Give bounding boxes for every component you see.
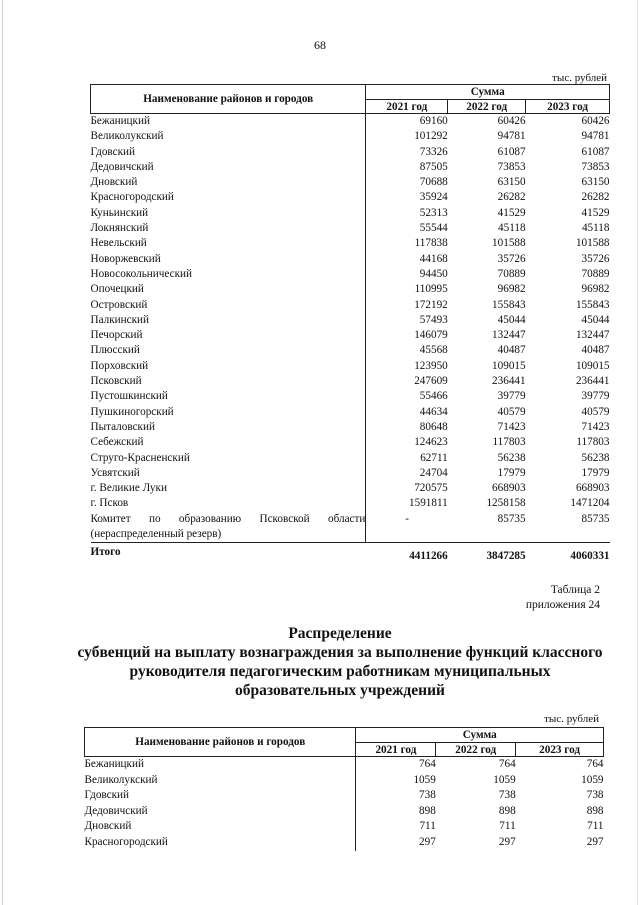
table-1-body: [91, 114, 610, 565]
district-name: Бежаницкий: [84, 758, 144, 770]
value-2023: 96982: [581, 283, 610, 296]
district-name: Гдовский: [90, 145, 136, 158]
value-2023: 61087: [581, 145, 610, 158]
table-row: [91, 313, 610, 328]
district-name: Псковский: [90, 375, 142, 388]
value-2021: 247609: [366, 374, 448, 389]
table-row: [91, 267, 610, 282]
value-2022: 94781: [497, 130, 526, 143]
column-header-2021: 2021 год: [366, 100, 448, 114]
district-name: Дновский: [84, 820, 132, 833]
value-2022: 45044: [497, 313, 526, 326]
district-name: Пыталовский: [90, 420, 155, 433]
value-2022: 45118: [498, 222, 526, 235]
value-2023: 56238: [581, 451, 610, 464]
table-row: [91, 481, 610, 496]
committee-name: [91, 512, 366, 543]
value-2023: 117803: [576, 436, 610, 449]
value-2021: 52313: [366, 206, 448, 221]
district-name: Новоржевский: [90, 252, 161, 265]
value-2021: 87505: [366, 160, 448, 175]
value-2021: 123950: [366, 359, 448, 374]
district-name: Опочецкий: [90, 283, 144, 296]
district-name: Струго-Красненский: [90, 451, 190, 464]
value-2022: 236441: [492, 375, 526, 388]
table-row: [91, 359, 610, 374]
district-name: Локнянский: [90, 222, 149, 235]
page-number: 68: [314, 38, 326, 52]
table-row: [85, 804, 604, 820]
value-2023: 297: [586, 835, 604, 848]
value-2022: 132447: [492, 329, 526, 342]
district-name: Куньинский: [90, 206, 149, 219]
table-row: [91, 114, 610, 130]
value-2023: 155843: [575, 298, 610, 311]
value-2023: 45044: [581, 313, 610, 326]
total-label: Итого: [90, 546, 121, 559]
value-2022: 35726: [497, 252, 526, 265]
value-2022: 764: [498, 758, 516, 770]
value-2021: 62711: [366, 451, 448, 466]
value-2022: 26282: [497, 191, 526, 204]
value-2022: 56238: [497, 451, 526, 464]
value-2021: 720575: [366, 481, 448, 496]
value-2021: 117838: [366, 236, 448, 251]
district-name: г. Великие Луки: [90, 482, 167, 495]
table-row: [85, 835, 604, 851]
section-title-line-2: субвенций на выплату вознаграждения за выполнение функций классного: [77, 644, 603, 661]
units-label-2: тыс. рублей: [544, 713, 599, 725]
value-2023: 45118: [581, 222, 610, 235]
table-row: [91, 451, 610, 466]
district-name: Красногородский: [84, 835, 168, 848]
district-name: Пушкиногорский: [90, 405, 174, 418]
district-name: Дновский: [90, 176, 138, 189]
value-2023: 17979: [581, 466, 610, 479]
district-name: Красногородский: [90, 191, 174, 204]
column-header-name: Наименование районов и городов: [85, 728, 356, 757]
table-row: [91, 252, 610, 267]
value-2022: 70889: [497, 267, 526, 280]
value-2022: 40487: [497, 344, 526, 357]
committee-name-line-2: (нераспределенный резерв): [90, 528, 222, 541]
value-2023: 1471204: [570, 497, 610, 510]
table-caption-appendix: приложения 24: [525, 599, 600, 611]
value-2023: 40487: [581, 344, 610, 357]
value-2021: 146079: [366, 328, 448, 343]
total-2023: 4060331: [570, 550, 610, 563]
value-2021: 738: [356, 788, 436, 804]
table-row: [91, 175, 610, 190]
district-name: Себежский: [90, 436, 144, 449]
value-2022: 109015: [492, 359, 526, 372]
value-2021: 764: [356, 757, 436, 773]
value-2022: 85735: [448, 512, 526, 543]
value-2021: 44168: [366, 252, 448, 267]
value-2023: 41529: [581, 206, 610, 219]
section-title-line-3: руководителя педагогическим работникам муниципальных: [129, 663, 551, 680]
table-row: [91, 236, 610, 251]
table-row: [91, 328, 610, 343]
column-header-name: Наименование районов и городов: [91, 85, 366, 114]
value-2023: 109015: [575, 359, 610, 372]
value-2021: 94450: [366, 267, 448, 282]
table-row: [91, 374, 610, 389]
value-2021: 1059: [356, 773, 436, 789]
committee-name-line-1: Комитет по образованию Псковской области: [90, 512, 366, 525]
value-2022: 101588: [492, 237, 526, 250]
table-row-total: [91, 543, 610, 565]
column-header-2022: 2022 год: [436, 743, 516, 757]
value-2023: 60426: [581, 115, 610, 127]
value-2021: 69160: [366, 114, 448, 130]
value-2022: 71423: [497, 420, 526, 433]
total-2022: 3847285: [486, 550, 526, 563]
district-name: Дедовичский: [84, 804, 148, 817]
value-2021: 110995: [366, 282, 448, 297]
total-2021: 4411266: [409, 550, 448, 563]
table-row: [85, 788, 604, 804]
value-2022: 711: [499, 820, 516, 833]
value-2023: 26282: [581, 191, 610, 204]
value-2021: 55466: [366, 389, 448, 404]
value-2022: 155843: [492, 298, 526, 311]
table-caption-number: Таблица 2: [550, 584, 600, 596]
value-2022: 297: [498, 835, 516, 848]
table-row: [91, 496, 610, 511]
table-row: [91, 435, 610, 450]
subsidy-table-1: [90, 84, 610, 565]
value-2022: 39779: [497, 390, 526, 403]
value-2021: 1591811: [366, 496, 448, 511]
district-name: Новосокольнический: [90, 267, 193, 280]
value-2021: 898: [356, 804, 436, 820]
table-row: [85, 819, 604, 835]
value-2023: 711: [587, 820, 604, 833]
value-2023: 39779: [581, 390, 610, 403]
value-2021: 101292: [366, 129, 448, 144]
value-2023: 668903: [575, 482, 610, 495]
district-name: Печорский: [90, 329, 143, 342]
value-2023: 63150: [581, 176, 610, 189]
district-name: Бежаницкий: [90, 115, 150, 127]
value-2021: 44634: [366, 405, 448, 420]
subsidy-table-2: [84, 727, 604, 851]
value-2021: 24704: [366, 466, 448, 481]
column-header-2023: 2023 год: [516, 743, 604, 757]
table-row: [91, 221, 610, 236]
value-2021: 73326: [366, 145, 448, 160]
table-row-committee: [91, 512, 610, 543]
column-header-2023: 2023 год: [526, 100, 610, 114]
scan-edge-right: [637, 0, 638, 905]
table-row: [91, 343, 610, 358]
value-2022: 41529: [497, 206, 526, 219]
value-2022: 668903: [492, 482, 526, 495]
district-name: Палкинский: [90, 313, 150, 326]
value-2022: 117803: [492, 436, 526, 449]
table-row: [91, 160, 610, 175]
value-2021: 297: [356, 835, 436, 851]
value-2022: 60426: [497, 115, 526, 127]
table-row: [91, 420, 610, 435]
section-title-line-4: образовательных учреждений: [235, 682, 445, 699]
district-name: Усвятский: [90, 466, 140, 479]
scan-edge-left: [2, 0, 3, 905]
value-2021: 80648: [366, 420, 448, 435]
value-2023: 1059: [581, 773, 604, 786]
district-name: Плюсский: [90, 344, 140, 357]
value-2023: 236441: [575, 375, 610, 388]
district-name: Гдовский: [84, 789, 130, 802]
value-2023: 738: [586, 789, 604, 802]
column-header-sum: Сумма: [366, 85, 610, 100]
column-header-2021: 2021 год: [356, 743, 436, 757]
table-row: [91, 190, 610, 205]
table-row: [91, 466, 610, 481]
value-2022: 63150: [497, 176, 526, 189]
district-name: Великолукский: [84, 773, 158, 786]
value-2023: 85735: [526, 512, 610, 543]
table-row: [91, 298, 610, 313]
table-row: [91, 282, 610, 297]
value-2022: 1258158: [486, 497, 526, 510]
value-2022: 40579: [497, 405, 526, 418]
value-2021: 45568: [366, 343, 448, 358]
district-name: Пустошкинский: [90, 390, 168, 403]
value-2021: 35924: [366, 190, 448, 205]
value-2022: 898: [498, 804, 516, 817]
table-row: [85, 773, 604, 789]
value-2023: 71423: [581, 420, 610, 433]
value-2021: 57493: [366, 313, 448, 328]
section-title-line-1: Распределение: [288, 625, 392, 642]
district-name: Дедовичский: [90, 160, 154, 173]
value-2021: 172192: [366, 298, 448, 313]
table-row: [91, 129, 610, 144]
district-name: Островский: [90, 298, 148, 311]
table-row: [85, 757, 604, 773]
value-2022: 96982: [497, 283, 526, 296]
value-2021: 711: [356, 819, 436, 835]
value-2022: 73853: [497, 160, 526, 173]
value-2023: 132447: [575, 329, 610, 342]
units-label: тыс. рублей: [552, 72, 607, 84]
value-2022: 17979: [497, 466, 526, 479]
table-row: [91, 145, 610, 160]
value-2023: 40579: [581, 405, 610, 418]
value-2022: 1059: [493, 773, 516, 786]
column-header-sum: Сумма: [356, 728, 604, 743]
table-2-body: [85, 757, 604, 851]
value-2023: 94781: [581, 130, 610, 143]
district-name: Великолукский: [90, 130, 164, 143]
value-2021: -: [366, 512, 448, 543]
value-2023: 101588: [575, 237, 610, 250]
table-row: [91, 206, 610, 221]
value-2022: 61087: [497, 145, 526, 158]
value-2023: 70889: [581, 267, 610, 280]
value-2023: 898: [586, 804, 604, 817]
district-name: Порховский: [90, 359, 149, 372]
value-2021: 55544: [366, 221, 448, 236]
value-2021: 70688: [366, 175, 448, 190]
value-2023: 764: [586, 758, 604, 770]
district-name: Невельский: [90, 237, 147, 250]
value-2021: 124623: [366, 435, 448, 450]
district-name: г. Псков: [90, 497, 129, 510]
column-header-2022: 2022 год: [448, 100, 526, 114]
value-2023: 73853: [581, 160, 610, 173]
value-2023: 35726: [581, 252, 610, 265]
table-row: [91, 405, 610, 420]
value-2022: 738: [498, 789, 516, 802]
table-row: [91, 389, 610, 404]
